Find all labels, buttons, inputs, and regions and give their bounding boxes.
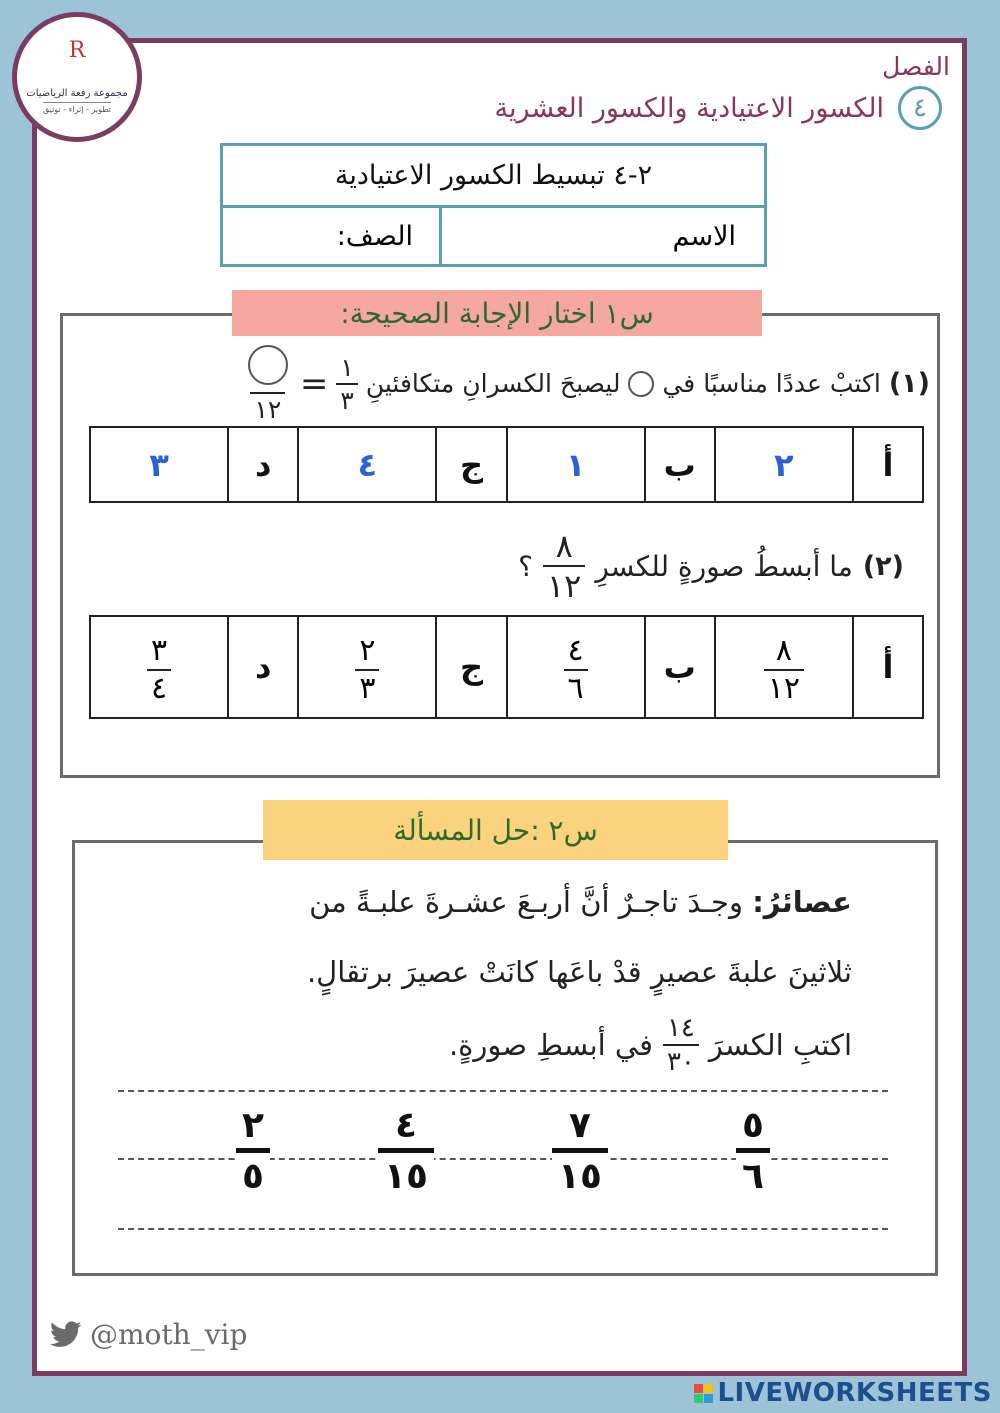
choice-label-a: أ <box>853 616 923 718</box>
denominator: ٥ <box>236 1148 270 1195</box>
choice-option-b[interactable]: ١ <box>507 427 645 502</box>
problem-line-2: ثلاثينَ علبةَ عصيرٍ قدْ باعَها كانَتْ عصيرَ برتقالٍ. <box>306 955 852 989</box>
name-field[interactable] <box>439 208 764 264</box>
item2-text: ما أبسطُ صورةٍ للكسرِ <box>595 549 853 583</box>
item2-choices-table <box>89 615 924 719</box>
numerator: ٨ <box>775 633 792 668</box>
denominator: ٤ <box>147 669 171 704</box>
choice-label-c: ج <box>436 616 506 718</box>
fraction-eight-twelfths <box>543 527 585 605</box>
question1-item2-prompt <box>518 527 904 605</box>
group-logo <box>12 12 142 142</box>
numerator-blank[interactable] <box>244 345 292 392</box>
answer-option-2[interactable] <box>552 1105 608 1197</box>
item1-text2: ليصبحَ الكسرانِ متكافئينِ <box>365 369 621 398</box>
denominator: ٣ <box>336 383 357 413</box>
problem-line3-b: في أبسطِ صورةٍ. <box>448 1028 653 1062</box>
denominator: ٣ <box>355 669 379 704</box>
liveworksheets-brand[interactable] <box>694 1378 992 1408</box>
answer-option-1[interactable] <box>736 1105 770 1197</box>
twitter-bird-icon <box>48 1321 84 1349</box>
choice-option-a[interactable] <box>715 616 853 718</box>
denominator: ١٢ <box>250 392 285 422</box>
answer-line-1 <box>118 1090 888 1092</box>
numerator: ٤ <box>567 633 584 668</box>
choice-option-d[interactable]: ٣ <box>90 427 228 502</box>
choice-label-b: ب <box>645 427 715 502</box>
numerator: ٧ <box>568 1105 591 1146</box>
denominator: ١٥ <box>552 1148 608 1195</box>
question1-banner: س١ اختار الإجابة الصحيحة: <box>232 290 762 336</box>
numerator: ٨ <box>555 527 573 565</box>
choice-option-c[interactable] <box>298 616 436 718</box>
choice-option-b[interactable] <box>507 616 645 718</box>
item2-number: (٢) <box>862 550 904 582</box>
answer-line-3 <box>118 1228 888 1230</box>
numerator: ٢ <box>359 633 376 668</box>
chapter-label: الفصل <box>882 52 950 81</box>
denominator: ٦ <box>564 669 588 704</box>
blank-circle-input[interactable] <box>628 371 654 397</box>
denominator: ١٥ <box>378 1148 434 1195</box>
denominator: ٦ <box>736 1148 770 1195</box>
problem-line-1 <box>309 885 852 919</box>
class-label: الصف: <box>336 220 413 252</box>
question2-banner: س٢ :حل المسألة <box>263 800 728 860</box>
answer-line-2 <box>118 1158 888 1160</box>
numerator: ١ <box>340 352 354 382</box>
item1-number: (١) <box>888 368 930 399</box>
choice-label-c: ج <box>436 427 506 502</box>
question-mark: ؟ <box>518 549 533 583</box>
choice-label-b: ب <box>645 616 715 718</box>
problem-lead: عصائرُ: <box>752 885 852 919</box>
problem-line-3 <box>449 1015 852 1075</box>
liveworksheets-icon <box>694 1384 713 1403</box>
logo-name: مجموعة رفعة الرياضيات <box>26 88 128 99</box>
problem-line1-text: وجـدَ تاجـرٌ أنَّ أربـعَ عشـرةَ علبـةً من <box>309 885 743 919</box>
numerator: ٢ <box>242 1105 264 1146</box>
fraction-fourteen-thirtieths <box>663 1015 699 1075</box>
chapter-heading <box>495 86 942 130</box>
chapter-title: الكسور الاعتيادية والكسور العشرية <box>494 92 884 124</box>
brand-text: LIVEWORKSHEETS <box>717 1378 992 1408</box>
question1-item1-prompt <box>244 345 930 422</box>
numerator: ٣ <box>151 633 168 668</box>
problem-line3-a: اكتبِ الكسرَ <box>708 1028 852 1062</box>
denominator: ١٢ <box>543 565 585 602</box>
numerator: ٤ <box>394 1105 417 1146</box>
handle-text: @moth_vip <box>90 1318 248 1351</box>
choice-label-d: د <box>228 427 298 502</box>
fraction-blank-over-twelve <box>244 345 292 422</box>
choice-option-c[interactable]: ٤ <box>298 427 436 502</box>
lesson-title: ٢-٤ تبسيط الكسور الاعتيادية <box>223 146 764 208</box>
answer-option-3[interactable] <box>378 1105 434 1197</box>
choice-label-d: د <box>228 616 298 718</box>
class-field[interactable] <box>223 208 439 264</box>
choice-option-d[interactable] <box>90 616 228 718</box>
student-info-row <box>223 208 764 264</box>
logo-mark: R <box>68 38 86 63</box>
numerator: ١٤ <box>666 1013 695 1043</box>
choice-option-a[interactable]: ٢ <box>715 427 853 502</box>
name-label: الاسم <box>672 220 736 252</box>
author-handle <box>48 1318 247 1351</box>
item1-text: اكتبْ عددًا مناسبًا في <box>662 369 881 398</box>
chapter-number-badge: ٤ <box>898 86 942 130</box>
fraction-one-third <box>336 352 357 415</box>
denominator: ٣٠ <box>663 1044 699 1075</box>
item1-choices-table <box>89 426 924 503</box>
equals-sign: = <box>299 363 329 404</box>
denominator: ١٢ <box>764 669 804 704</box>
lesson-title-box <box>220 143 767 267</box>
numerator: ٥ <box>742 1105 764 1146</box>
answer-option-4[interactable] <box>236 1105 270 1197</box>
choice-label-a: أ <box>853 427 923 502</box>
logo-tagline: تطوير - إثراء - توثيق <box>43 102 111 114</box>
